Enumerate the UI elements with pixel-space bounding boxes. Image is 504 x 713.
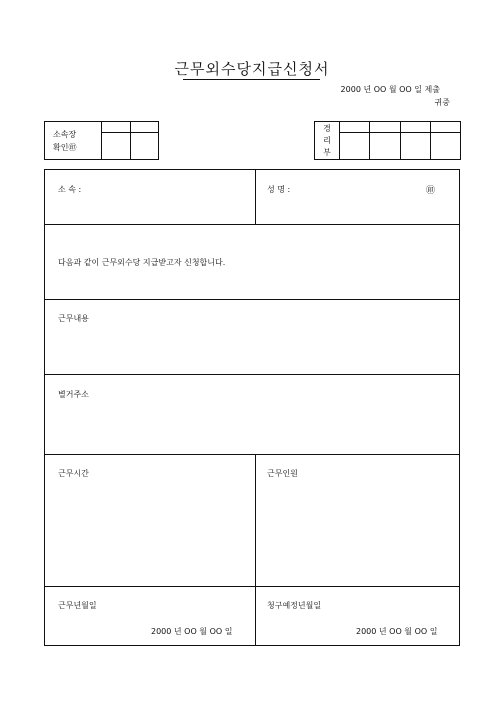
name-field[interactable]: 성 명 : — [267, 185, 291, 194]
approval-right-label — [315, 122, 340, 160]
form-divider — [45, 454, 459, 455]
approval-right-header-cell — [370, 122, 400, 133]
approval-right-sign-cell[interactable] — [430, 133, 460, 160]
approval-right-label-char: 경 — [323, 123, 331, 133]
approval-right-header-cell — [340, 122, 370, 133]
form-divider — [45, 586, 459, 587]
approval-left-label-line1: 소속장 — [53, 129, 77, 139]
work-staff-field[interactable]: 근무인원 — [267, 469, 298, 478]
seal-mark: ㊞ — [426, 186, 436, 196]
approval-right-sign-cell[interactable] — [370, 133, 400, 160]
form-divider — [45, 299, 459, 300]
approval-right-label-char: 부 — [323, 147, 331, 157]
application-form — [44, 169, 460, 646]
claim-date-label: 청구예정년월일 — [267, 601, 322, 610]
recipient-line: 귀중 — [434, 98, 450, 107]
work-hours-field[interactable]: 근무시간 — [58, 469, 89, 478]
approval-right-sign-cell[interactable] — [400, 133, 430, 160]
form-divider — [45, 224, 459, 225]
approval-left-header-cell — [130, 122, 159, 133]
approval-left-sign-cell[interactable] — [130, 133, 159, 160]
affiliation-field[interactable]: 소 속 : — [58, 185, 82, 194]
approval-left-label-line2: 확인㊞ — [53, 142, 77, 152]
application-statement: 다음과 같이 근무외수당 지급받고자 신청합니다. — [58, 258, 226, 267]
title-underline — [183, 79, 320, 80]
approval-left-header-cell — [102, 122, 131, 133]
approval-right-sign-cell[interactable] — [340, 133, 370, 160]
form-column-divider — [255, 454, 256, 646]
approval-left-label — [45, 122, 102, 160]
work-content-field[interactable]: 근무내용 — [58, 314, 89, 323]
claim-date-value[interactable]: 2000 년 OO 월 OO 일 — [356, 627, 438, 636]
form-divider — [45, 374, 459, 375]
address-field[interactable]: 별거주소 — [58, 390, 89, 399]
approval-left-sign-cell[interactable] — [102, 133, 131, 160]
approval-right-header-cell — [400, 122, 430, 133]
work-date-value[interactable]: 2000 년 OO 월 OO 일 — [151, 627, 233, 636]
approval-right-header-cell — [430, 122, 460, 133]
submit-date-line: 2000 년 OO 월 OO 일 제출 — [340, 85, 440, 94]
approval-box-left — [44, 121, 159, 160]
approval-right-label-char: 리 — [323, 135, 331, 145]
form-column-divider — [255, 170, 256, 224]
work-date-label: 근무년월일 — [58, 601, 97, 610]
approval-box-right — [314, 121, 461, 160]
document-title: 근무외수당지급신청서 — [174, 60, 330, 78]
